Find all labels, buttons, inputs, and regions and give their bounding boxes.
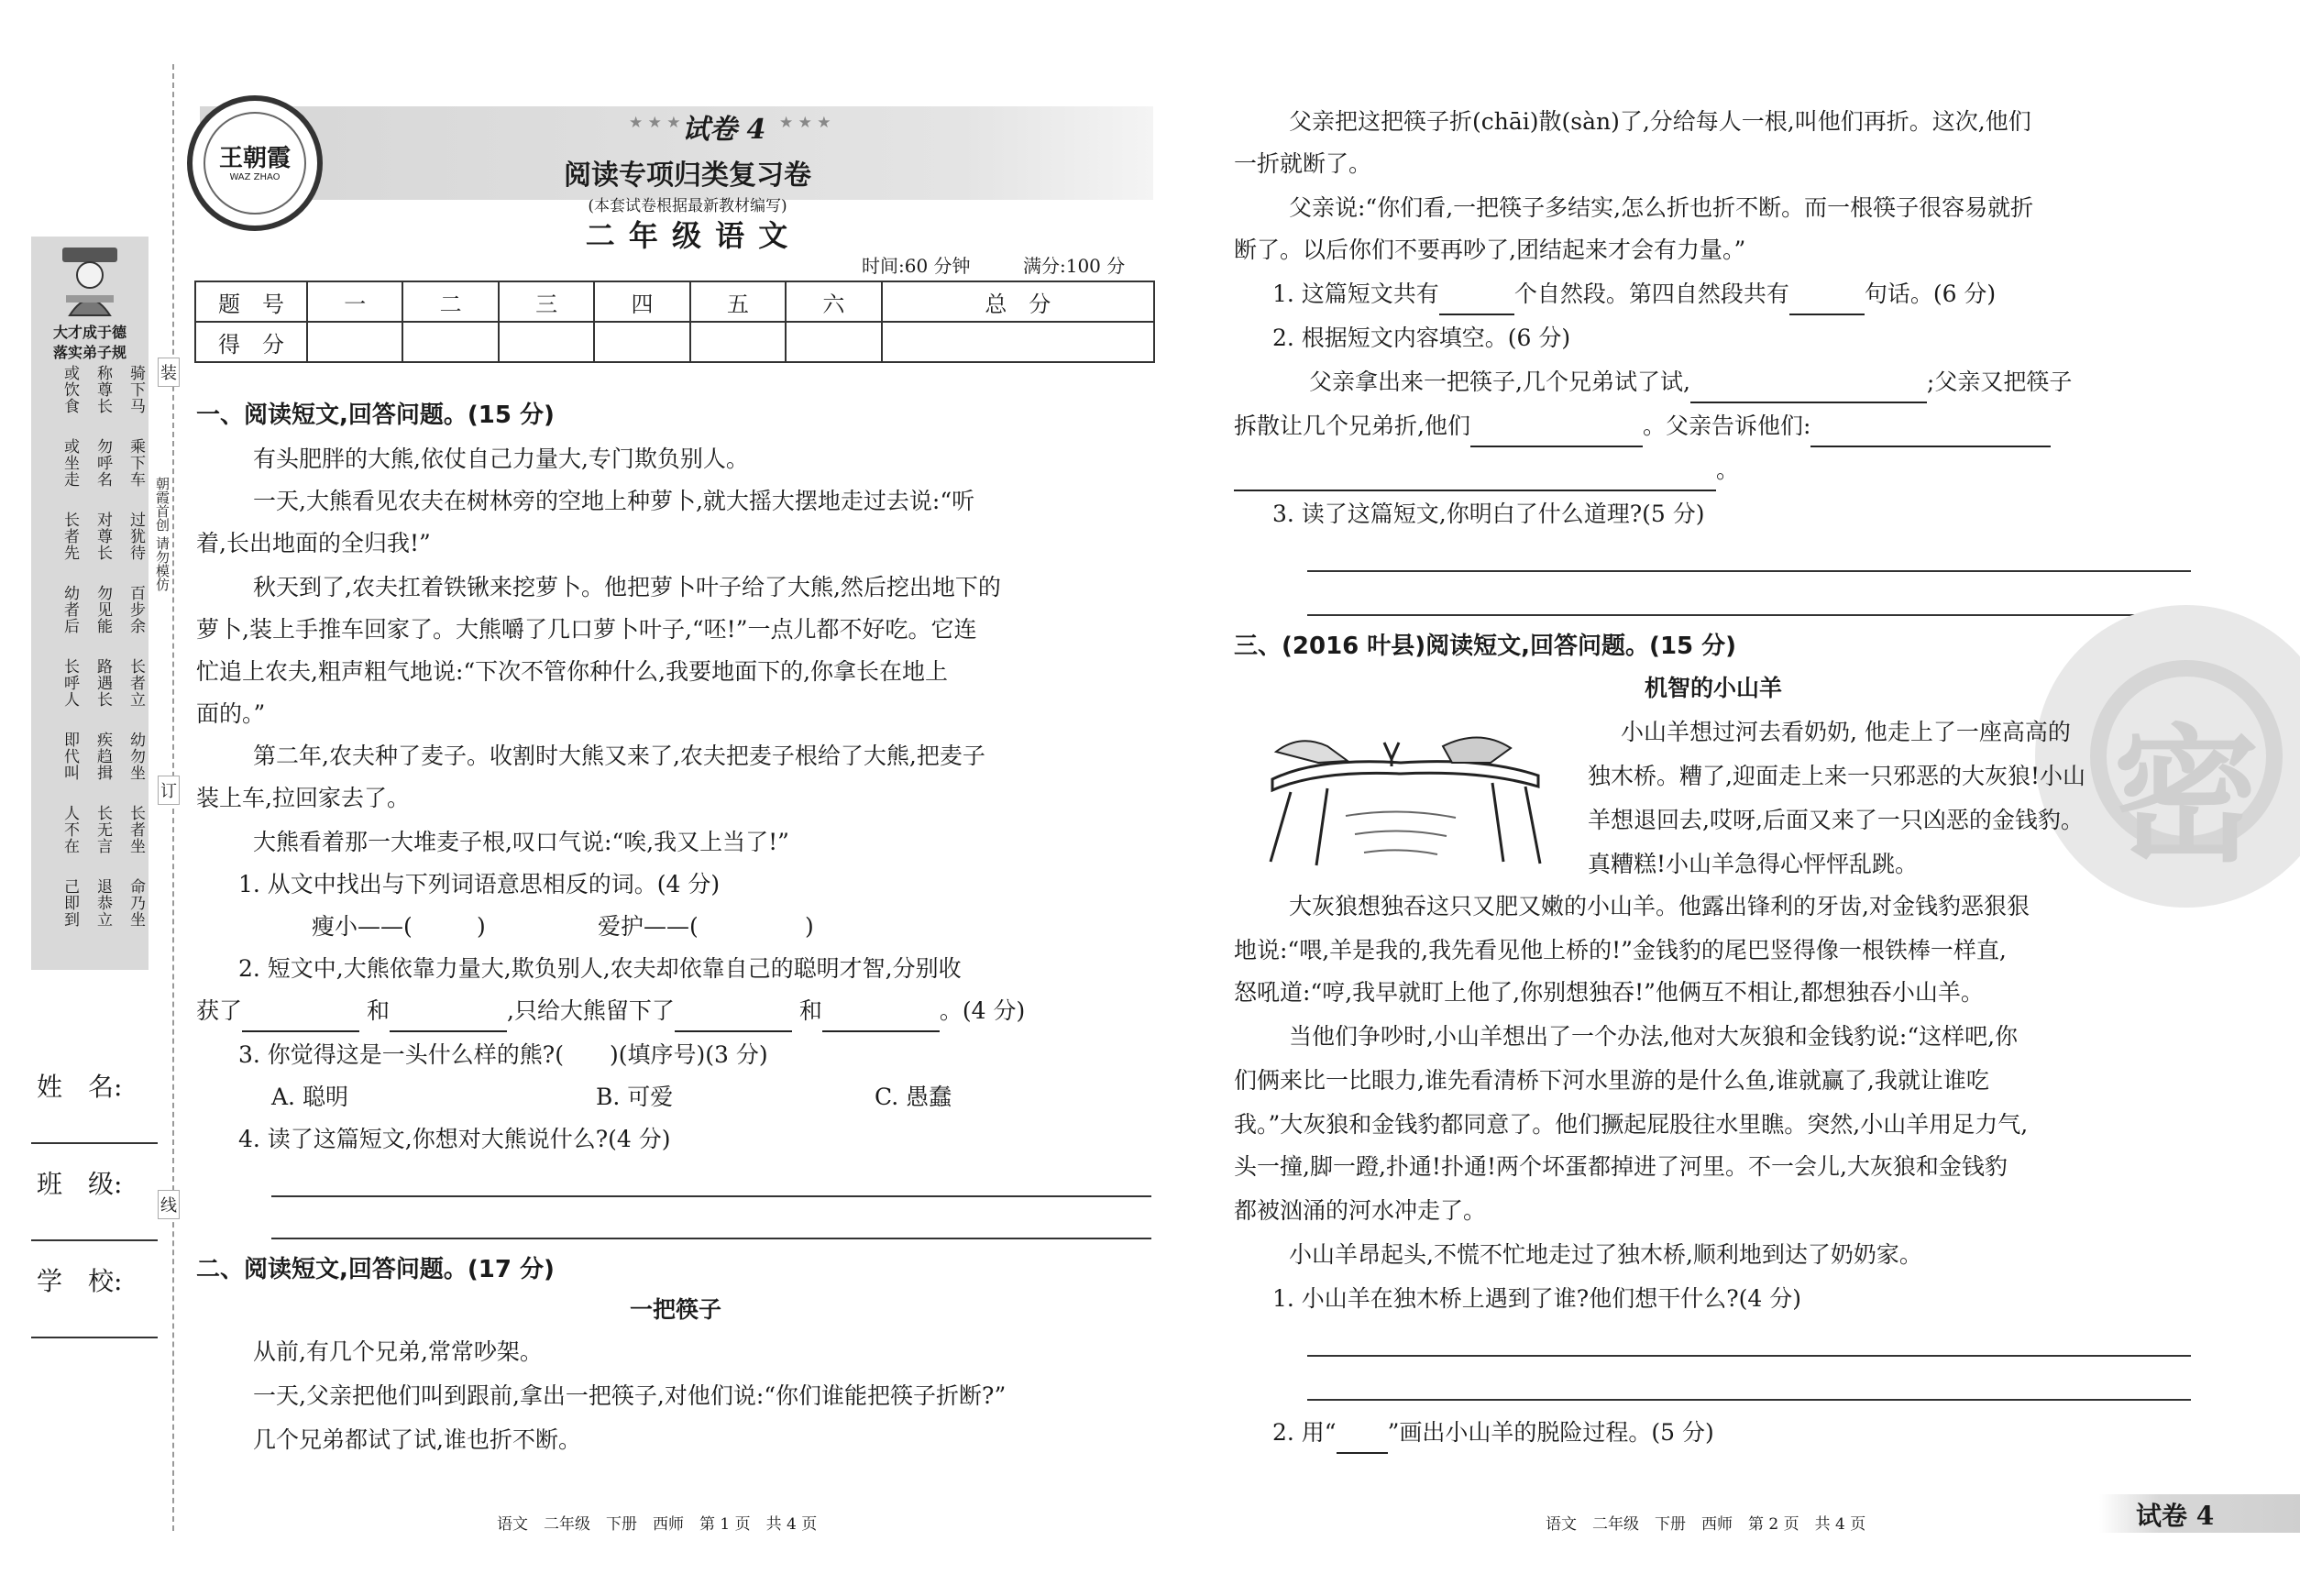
antonym-prompt-1: 瘦小——(	[312, 913, 413, 940]
paragraph-line: 几个兄弟都试了试,谁也折不断。	[253, 1426, 581, 1453]
fill-blank[interactable]	[1439, 286, 1514, 315]
paragraph-line: 一折就断了。	[1234, 150, 1372, 177]
motto-column: 幼者后	[61, 585, 79, 634]
score-input[interactable]	[402, 322, 498, 362]
motto-column: 勿呼名	[94, 438, 112, 488]
watermark-char: 密	[2112, 710, 2260, 882]
motto-column: 或饮食	[61, 365, 79, 414]
fill-blank[interactable]	[390, 1003, 507, 1032]
question-2-2-fill-b: 拆散让几个兄弟折,他们 。父亲告诉他们:	[1234, 405, 2051, 447]
paragraph-line: 怒吼道:“哼,我早就盯上他了,你别想独吞!”他俩互不相让,都想独吞小山羊。	[1234, 979, 1984, 1006]
question-3-1: 1. 小山羊在独木桥上遇到了谁?他们想干什么?(4 分)	[1272, 1285, 1801, 1312]
section-3-heading: 三、(2016 叶县)阅读短文,回答问题。(15 分)	[1234, 633, 1737, 660]
name-field[interactable]	[31, 1142, 158, 1144]
motto-column: 路遇长	[94, 658, 112, 708]
paragraph-line: 一天,大熊看见农夫在树林旁的空地上种萝卜,就大摇大摆地走过去说:“听	[253, 488, 975, 514]
answer-line[interactable]	[271, 1238, 1151, 1239]
fill-blank[interactable]	[1234, 462, 1716, 491]
score-cell: 四	[594, 281, 689, 322]
motto-column: 退恭立	[94, 878, 112, 928]
paragraph-line: 我。”大灰狼和金钱豹都同意了。他们撅起屁股往水里瞧。突然,小山羊用足力气,	[1234, 1111, 2029, 1138]
option-c[interactable]: C. 愚蠢	[875, 1084, 952, 1110]
motto-line-1: 大才成于德	[52, 324, 127, 341]
motto-column: 长者先	[61, 512, 79, 561]
question-2-1: 1. 这篇短文共有 个自然段。第四自然段共有 句话。(6 分)	[1272, 273, 1996, 315]
grade-subject: 二 年 级 语 文	[585, 218, 790, 253]
paragraph-line: 大熊看着那一大堆麦子根,叹口气说:“唉,我又上当了!”	[253, 829, 789, 855]
score-cell: 二	[402, 281, 498, 322]
score-table	[194, 281, 1155, 363]
motto-column: 长者坐	[127, 805, 145, 854]
question-1-2: 2. 短文中,大熊依靠力量大,欺负别人,农夫却依靠自己的聪明才智,分别收	[238, 955, 962, 982]
exam-tab-label: 试卷 4	[2136, 1501, 2215, 1531]
school-label: 学 校:	[37, 1266, 123, 1296]
paragraph-line: 当他们争吵时,小山羊想出了一个办法,他对大灰狼和金钱豹说:“这样吧,你	[1289, 1023, 2019, 1050]
motto-column: 称尊长	[94, 365, 112, 414]
question-1-2-fill: 获了 和 ,只给大熊留下了 和 。(4 分)	[196, 990, 1025, 1032]
option-a[interactable]: A. 聪明	[271, 1084, 348, 1110]
passage-title: 机智的小山羊	[1644, 675, 1782, 701]
antonym-close-paren[interactable]: )	[805, 913, 814, 940]
motto-column: 人不在	[61, 805, 79, 854]
section-1-heading: 一、阅读短文,回答问题。(15 分)	[196, 402, 555, 429]
option-b[interactable]: B. 可爱	[596, 1084, 674, 1110]
motto-column: 或坐走	[61, 438, 79, 488]
score-cell: 得 分	[195, 322, 307, 362]
fill-blank[interactable]	[1789, 286, 1865, 315]
score-cell: 三	[499, 281, 594, 322]
paragraph-line: 头一撞,脚一蹬,扑通!扑通!两个坏蛋都掉进了河里。不一会儿,大灰狼和金钱豹	[1234, 1153, 2008, 1180]
motto-column: 过犹待	[127, 512, 145, 561]
answer-line[interactable]	[1307, 1399, 2191, 1401]
paragraph-line: 秋天到了,农夫扛着铁锹来挖萝卜。他把萝卜叶子给了大熊,然后挖出地下的	[253, 574, 1001, 600]
motto-column: 乘下车	[127, 438, 145, 488]
fill-blank[interactable]	[1690, 374, 1927, 403]
full-score: 满分:100 分	[1023, 255, 1126, 277]
question-2-2-fill-a: 父亲拿出来一把筷子,几个兄弟试了试, ;父亲又把筷子	[1309, 361, 2072, 403]
paragraph-line: 面的。”	[196, 700, 266, 727]
answer-line[interactable]	[1307, 570, 2191, 572]
motto-column: 疾趋揖	[94, 732, 112, 781]
motto-panel	[31, 237, 149, 970]
paragraph-line: 着,长出地面的全归我!”	[196, 530, 431, 556]
score-input[interactable]	[307, 322, 402, 362]
question-2-2-fill-c: 。	[1234, 449, 1739, 491]
motto-column: 幼勿坐	[127, 732, 145, 781]
question-3-2: 2. 用“ ”画出小山羊的脱险过程。(5 分)	[1272, 1412, 1714, 1454]
section-2-heading: 二、阅读短文,回答问题。(17 分)	[196, 1256, 555, 1283]
motto-column: 长者立	[127, 658, 145, 708]
paragraph-line: 都被汹涌的河水冲走了。	[1234, 1197, 1487, 1224]
copyright-note: 朝霞首创 请勿模仿	[154, 477, 171, 591]
score-table-score-row	[195, 322, 1154, 362]
name-label: 姓 名:	[37, 1072, 123, 1102]
page-footer-left: 语文 二年级 下册 西师 第 1 页 共 4 页	[497, 1515, 818, 1534]
school-field[interactable]	[31, 1337, 158, 1338]
answer-line[interactable]	[1307, 614, 2191, 616]
antonym-prompt-2: 爱护——(	[598, 913, 699, 940]
cut-label-3: 线	[158, 1190, 180, 1219]
score-input[interactable]	[690, 322, 786, 362]
answer-line[interactable]	[271, 1195, 1151, 1197]
scholar-figure-icon	[57, 244, 123, 317]
fill-blank[interactable]	[1470, 418, 1643, 447]
class-label: 班 级:	[37, 1169, 123, 1199]
question-2-3: 3. 读了这篇短文,你明白了什么道理?(5 分)	[1272, 501, 1705, 527]
paragraph-line: 忙追上农夫,粗声粗气地说:“下次不管你种什么,我要地面下的,你拿长在地上	[196, 658, 949, 685]
paper-title: 阅读专项归类复习卷	[564, 160, 811, 192]
score-cell: 一	[307, 281, 402, 322]
paper-subtitle: (本套试卷根据最新教材编写)	[588, 197, 787, 215]
series-label: 试卷 4	[682, 114, 766, 146]
score-cell: 五	[690, 281, 786, 322]
underline-sample	[1337, 1425, 1388, 1454]
score-cell: 总 分	[882, 281, 1154, 322]
question-1-4: 4. 读了这篇短文,你想对大熊说什么?(4 分)	[238, 1126, 671, 1152]
paragraph-line: 装上车,拉回家去了。	[196, 785, 410, 811]
paragraph-line: 断了。以后你们不要再吵了,团结起来才会有力量。”	[1234, 237, 1746, 263]
paragraph-line: 小山羊昂起头,不慌不忙地走过了独木桥,顺利地到达了奶奶家。	[1289, 1241, 1922, 1268]
paragraph-line: 萝卜,装上手推车回家了。大熊嚼了几口萝卜叶子,“呸!”一点儿都不好吃。它连	[196, 616, 977, 643]
paragraph-line: 们俩来比一比眼力,谁先看清桥下河水里游的是什么鱼,谁就赢了,我就让谁吃	[1234, 1067, 1989, 1094]
logo-subtext: WAZ ZHAO	[229, 172, 281, 182]
question-1-1: 1. 从文中找出与下列词语意思相反的词。(4 分)	[238, 871, 721, 897]
motto-column: 百步余	[127, 585, 145, 634]
stars-left: ★ ★ ★	[629, 114, 681, 132]
paragraph-line: 从前,有几个兄弟,常常吵架。	[253, 1338, 543, 1365]
motto-column: 即代叫	[61, 732, 79, 781]
score-cell: 六	[786, 281, 881, 322]
passage-title: 一把筷子	[629, 1296, 721, 1323]
score-cell: 题 号	[195, 281, 307, 322]
score-input[interactable]	[882, 322, 1154, 362]
time-limit: 时间:60 分钟	[862, 255, 971, 277]
motto-column: 骑下马	[127, 365, 145, 414]
fill-blank[interactable]	[675, 1003, 792, 1032]
question-2-2: 2. 根据短文内容填空。(6 分)	[1272, 325, 1571, 351]
cut-label-2: 订	[158, 776, 180, 805]
paragraph-line: 第二年,农夫种了麦子。收割时大熊又来了,农夫把麦子根给了大熊,把麦子	[253, 743, 985, 769]
score-input[interactable]	[594, 322, 689, 362]
paragraph-line: 父亲说:“你们看,一把筷子多结实,怎么折也折不断。而一根筷子很容易就折	[1289, 194, 2034, 221]
paragraph-line: 羊想退回去,哎呀,后面又来了一只凶恶的金钱豹。	[1588, 807, 2084, 833]
motto-column: 命乃坐	[127, 878, 145, 928]
motto-line-2: 落实弟子规	[52, 344, 127, 361]
brand-logo	[187, 95, 323, 231]
motto-column: 己即到	[61, 878, 79, 928]
score-input[interactable]	[786, 322, 881, 362]
logo-text: 王朝霞	[218, 145, 291, 172]
antonym-close-paren[interactable]: )	[477, 913, 486, 940]
motto-column: 长无言	[94, 805, 112, 854]
paragraph-line: 有头肥胖的大熊,依仗自己力量大,专门欺负别人。	[253, 446, 749, 472]
class-field[interactable]	[31, 1239, 158, 1241]
score-input[interactable]	[499, 322, 594, 362]
paragraph-line: 真糟糕!小山羊急得心怦怦乱跳。	[1588, 851, 1919, 877]
paragraph-line: 小山羊想过河去看奶奶, 他走上了一座高高的	[1621, 719, 2071, 745]
stars-right: ★ ★ ★	[779, 114, 831, 132]
question-1-3: 3. 你觉得这是一头什么样的熊?( )(填序号)(3 分)	[238, 1041, 768, 1068]
motto-column: 长呼人	[61, 658, 79, 708]
paragraph-line: 独木桥。糟了,迎面走上来一只邪恶的大灰狼!小山	[1588, 763, 2085, 789]
page-footer-right: 语文 二年级 下册 西师 第 2 页 共 4 页	[1546, 1515, 1866, 1534]
paragraph-line: 地说:“喂,羊是我的,我先看见他上桥的!”金钱豹的尾巴竖得像一根铁棒一样直,	[1234, 937, 2007, 963]
cut-label-1: 装	[158, 358, 180, 387]
bridge-illustration	[1263, 715, 1544, 871]
exam-tab	[2099, 1494, 2300, 1533]
fill-blank[interactable]	[242, 1003, 359, 1032]
answer-line[interactable]	[1307, 1355, 2191, 1357]
motto-column: 对尊长	[94, 512, 112, 561]
fill-blank[interactable]	[1810, 418, 2051, 447]
paragraph-line: 父亲把这把筷子折(chāi)散(sàn)了,分给每人一根,叫他们再折。这次,他们	[1289, 108, 2031, 135]
score-table-header-row	[195, 281, 1154, 322]
fill-blank[interactable]	[822, 1003, 940, 1032]
paragraph-line: 大灰狼想独吞这只又肥又嫩的小山羊。他露出锋利的牙齿,对金钱豹恶狠狠	[1289, 893, 2030, 919]
motto-column: 勿见能	[94, 585, 112, 634]
paragraph-line: 一天,父亲把他们叫到跟前,拿出一把筷子,对他们说:“你们谁能把筷子折断?”	[253, 1382, 1007, 1409]
